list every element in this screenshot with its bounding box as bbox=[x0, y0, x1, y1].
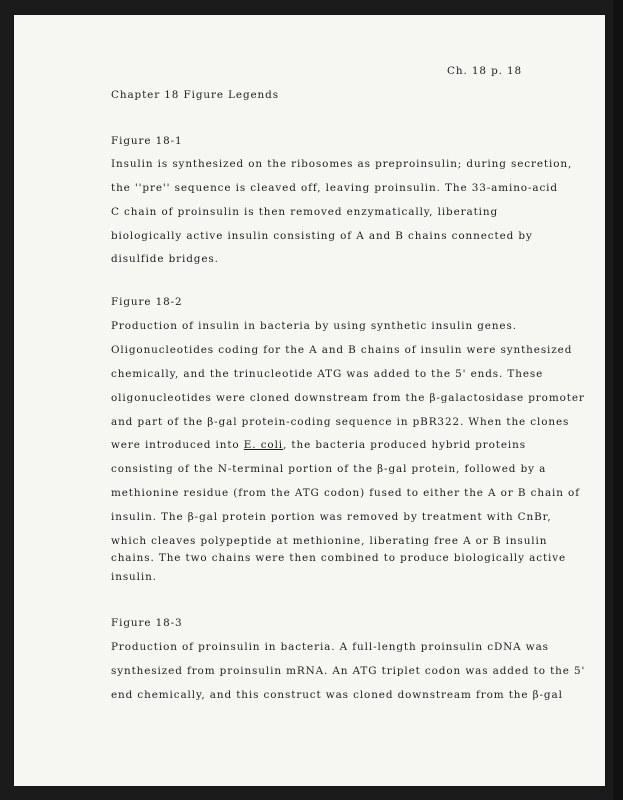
species-name: E. coli bbox=[243, 439, 284, 451]
legend-line-end: , the bacteria produced hybrid proteins bbox=[283, 439, 526, 451]
legend-line bbox=[111, 439, 526, 451]
legend-line: biologically active insulin consisting of A and B chains connected by bbox=[111, 230, 533, 242]
legend-line: which cleaves polypeptide at methionine, liberating free A or B insulin bbox=[111, 535, 548, 547]
scan-edge bbox=[613, 0, 623, 800]
legend-line: Insulin is synthesized on the ribosomes as preproinsulin; during secretion, bbox=[111, 158, 573, 170]
legend-line: and part of the β-gal protein-coding sequence in pBR322. When the clones bbox=[111, 416, 570, 428]
legend-line: insulin. The β-gal protein portion was removed by treatment with CnBr, bbox=[111, 511, 552, 523]
legend-line: disulfide bridges. bbox=[111, 253, 219, 265]
legend-line: Production of proinsulin in bacteria. A full-length proinsulin cDNA was bbox=[111, 641, 549, 653]
legend-line: Oligonucleotides coding for the A and B chains of insulin were synthesized bbox=[111, 344, 573, 356]
legend-line: Production of insulin in bacteria by using synthetic insulin genes. bbox=[111, 320, 517, 332]
chapter-title: Chapter 18 Figure Legends bbox=[111, 89, 279, 101]
legend-line: insulin. bbox=[111, 571, 157, 583]
legend-line: oligonucleotides were cloned downstream from the β-galactosidase promoter bbox=[111, 392, 585, 404]
legend-line: end chemically, and this construct was cloned downstream from the β-gal bbox=[111, 689, 563, 701]
figure-heading: Figure 18-2 bbox=[111, 296, 183, 308]
figure-heading: Figure 18-3 bbox=[111, 617, 183, 629]
legend-line: consisting of the N-terminal portion of the β-gal protein, followed by a bbox=[111, 463, 547, 475]
figure-heading: Figure 18-1 bbox=[111, 135, 183, 147]
legend-line: chains. The two chains were then combined to produce biologically active bbox=[111, 552, 567, 564]
legend-line: chemically, and the trinucleotide ATG was added to the 5' ends. These bbox=[111, 368, 544, 380]
legend-line: methionine residue (from the ATG codon) fused to either the A or B chain of bbox=[111, 487, 580, 499]
page-number: Ch. 18 p. 18 bbox=[447, 65, 523, 77]
legend-line: the ''pre'' sequence is cleaved off, leaving proinsulin. The 33-amino-acid bbox=[111, 182, 558, 194]
legend-line: synthesized from proinsulin mRNA. An ATG triplet codon was added to the 5' bbox=[111, 665, 586, 677]
legend-line: C chain of proinsulin is then removed enzymatically, liberating bbox=[111, 206, 499, 218]
legend-line-start: were introduced into bbox=[111, 439, 244, 451]
